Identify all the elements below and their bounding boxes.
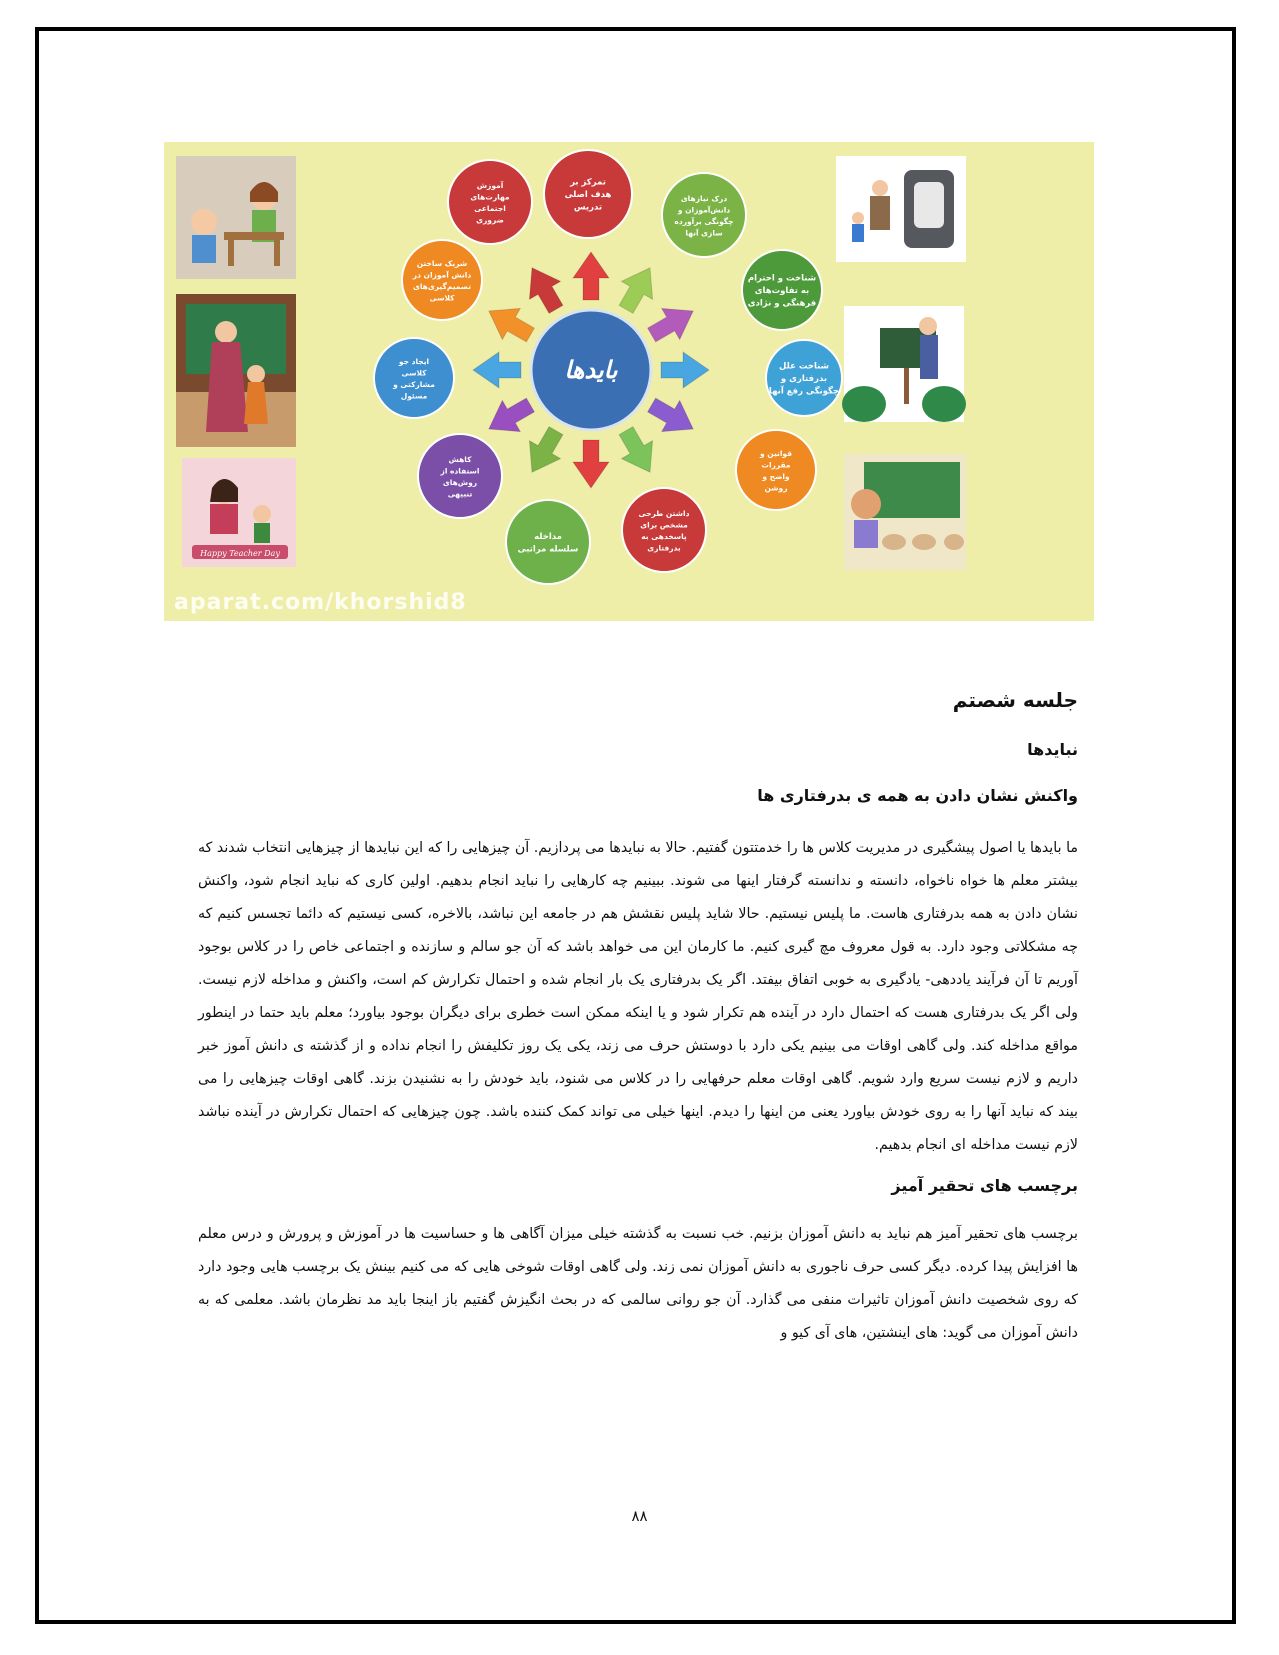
bubble-5: [736, 430, 816, 510]
arrow-shape: [573, 252, 609, 300]
school-logo-illustration: [836, 156, 966, 262]
bubble-circle: [506, 500, 590, 584]
bubble-text-line: شناخت علل: [779, 361, 829, 372]
bubble-text-line: درک نیازهای: [680, 193, 728, 203]
arrow-shape: [573, 440, 609, 488]
arrow-shape: [610, 422, 665, 482]
bubble-text-line: تمرکز بر: [570, 177, 606, 188]
bubble-circle: [736, 430, 816, 510]
bubble-text-line: روش‌های: [442, 477, 478, 487]
watermark-text: aparat.com/khorshid8: [174, 590, 467, 615]
arrow-12: [516, 259, 571, 319]
session-title: جلسه شصتم: [952, 688, 1078, 712]
arrow-shape: [473, 352, 521, 388]
arrow-shape: [516, 259, 571, 319]
arrow-shape: [643, 389, 703, 444]
bubble-circle: [448, 160, 532, 244]
bubble-text-line: اجتماعی: [474, 203, 506, 213]
bubble-text-line: مهارت‌های: [470, 192, 510, 202]
arrow-3: [643, 295, 703, 350]
arrow-shape: [610, 259, 665, 319]
document-body: [198, 688, 1078, 1364]
bubble-circle: [662, 173, 746, 257]
arrow-4: [661, 352, 709, 388]
bubble-text-line: تدریس: [573, 202, 603, 213]
section1-paragraph: ما بایدها یا اصول پیشگیری در مدیریت کلاس ها را خدمتتون گفتیم. حالا به نبایدها می پردازیم. آن چیزهایی را که این نبایدها از چیزهایی انتخاب شدند که بیشتر معلم ها خواه ناخواه، دانسته و ندانسته گرفتار اینها می شوند. ببینیم چه کارهایی را نباید انجام بدهیم. اولین کاری که نباید انجام شود، واکنش نشان دادن به همه بدرفتاری هاست. ما پلیس نیستیم. حالا شاید پلیس نقشش هم در جامعه این نباشد، بالاخره، کسی نیستیم که دائما تجسس کنیم که چه مشکلاتی وجود دارد. به قول معروف مچ گیری کنیم. ما کارمان این می خواهد باشد که آن جو سالم و سازنده و اجتماعی خاص را در کلاس بوجود آوریم تا آن فرآیند یاددهی- یادگیری به خوبی اتفاق بیفتد. اگر یک بدرفتاری یک بار انجام شده و احتمال تکرارش کم است، واکنش و مداخله لازم نیست. ولی اگر یک بدرفتاری هست که احتمال دارد در آینده هم تکرار شود و یا اینکه ممکن است خطری برای دیگران بوجود بیاورد؛ معلم باید حتما در اینطور مواقع مداخله کند. ولی گاهی اوقات می بینیم یکی دارد با دوستش حرف می زند، یکی یک روز تکلیفش را انجام نداده و از گذشته ی دانش آموز خبر داریم و لازم نیست سریع وارد شویم. گاهی اوقات معلم حرفهایی را در کلاس می شنود، باید خودش را به نشنیدن بزند. گاهی اوقات چیزهایی را می بیند که نباید آنها را به روی خودش بیاورد یعنی من اینها را دیدم. اینها خیلی می تواند کمک کننده باشد. چون چیزهایی که احتمال تکرارش در آینده نباشد لازم نیست مداخله ای انجام بدهیم.: [198, 840, 1078, 1153]
bubble-text-line: آموزش: [476, 180, 504, 190]
bubble-text-line: چگونگی رفع آنها: [768, 386, 840, 397]
bubble-text-line: کلاسی: [401, 368, 427, 378]
teacher-desk-illustration: [176, 156, 296, 279]
bubble-text-line: تنبیهی: [447, 489, 473, 499]
happy-teacher-day-illustration: [182, 458, 296, 567]
section1-heading: واکنش نشان دادن به همه ی بدرفتاری ها: [757, 786, 1078, 805]
classroom-cartoon-illustration: [844, 454, 966, 570]
bubble-4: [766, 340, 842, 416]
section2-paragraph: برچسب های تحقیر آمیز هم نباید به دانش آموزان بزنیم. خب نسبت به گذشته خیلی میزان آگاهی ها و حساسیت ها در آموزش و پرورش و درس معلم ها افزایش پیدا کرده. دیگر کسی حرف ناجوری به دانش آموزان نمی زند. ولی گاهی اوقات شوخی هایی که می کنیم بینش یک برچسب هایی وجود دارد که روی شخصیت دانش آموزان تاثیرات منفی می گذارد. آن جو روانی سالمی که در بحث انگیزش گفتیم باز اینجا باید مد نظرمان باشد. معلمی که به دانش آموزان می گوید: های اینشتین، های آی کیو و: [198, 1226, 1078, 1341]
bubble-text-line: داشتن طرحی: [638, 508, 690, 518]
bubble-text-line: تصمیم‌گیری‌های: [412, 281, 472, 291]
arrow-6: [610, 422, 665, 482]
bubble-text-line: استفاده از: [440, 466, 480, 476]
bubble-text-line: دانش آموزان در: [412, 270, 472, 280]
center-circle: [531, 310, 651, 430]
bubble-text-line: هدف اصلی: [564, 190, 612, 200]
arrow-shape: [480, 295, 540, 350]
bubble-7: [506, 500, 590, 584]
bubble-8: [418, 434, 502, 518]
bubble-text-line: کاهش: [448, 454, 472, 464]
arrow-5: [643, 389, 703, 444]
section2-heading: برچسب های تحقیر آمیز: [891, 1176, 1078, 1195]
arrow-shape: [643, 295, 703, 350]
bubble-text-line: چگونگی برآورده: [674, 216, 734, 226]
page-number: ۸۸: [631, 1507, 648, 1525]
arrow-8: [516, 422, 571, 482]
bubble-text-line: سلسله مراتبی: [517, 544, 579, 555]
bubble-text-line: روشن: [764, 483, 788, 493]
arrow-shape: [480, 389, 540, 444]
arrow-shape: [516, 422, 571, 482]
bubble-text-line: به تفاوت‌های: [754, 286, 810, 296]
bubble-circle: [374, 338, 454, 418]
arrow-9: [480, 389, 540, 444]
arrow-11: [480, 295, 540, 350]
bubble-6: [622, 488, 706, 572]
bubble-text-line: شناخت و احترام: [747, 273, 817, 284]
classroom-teacher-illustration: [176, 294, 296, 447]
bubble-text-line: شریک ساختن: [416, 258, 468, 268]
center-label: بایدها: [564, 356, 618, 384]
bubble-text-line: مشخص برای: [640, 520, 688, 530]
bubble-text-line: سازی آنها: [685, 228, 723, 238]
bubble-circle: [622, 488, 706, 572]
bubble-text-line: فرهنگی و نژادی: [747, 298, 817, 309]
bubble-text-line: دانش‌آموزان و: [677, 205, 731, 215]
arrow-2: [610, 259, 665, 319]
bubble-11: [448, 160, 532, 244]
bubble-text-line: پاسخدهی به: [641, 531, 687, 541]
bubble-text-line: مداخله: [534, 531, 562, 542]
infographic-canvas: [164, 142, 1094, 621]
bubble-text-line: مشارکتی و: [393, 379, 435, 389]
bubble-text-line: مقررات: [761, 460, 791, 470]
arrow-shape: [661, 352, 709, 388]
musts-infographic: [164, 142, 1094, 621]
bubble-text-line: ضروری: [476, 215, 504, 225]
bubble-text-line: مسئول: [400, 391, 428, 401]
bubble-text-line: بدرفتاری و: [780, 374, 828, 384]
bubble-text-line: بدرفتاری: [647, 543, 681, 553]
arrow-10: [473, 352, 521, 388]
section-title-donts: نبایدها: [1027, 740, 1078, 759]
bubble-circle: [402, 240, 482, 320]
bubble-text-line: کلاسی: [429, 293, 455, 303]
bubble-1: [544, 150, 632, 238]
bubble-text-line: ایجاد جو: [398, 356, 430, 366]
bubble-3: [742, 250, 822, 330]
bubble-10: [402, 240, 482, 320]
bubble-text-line: واضح و: [762, 471, 790, 481]
arrow-1: [573, 252, 609, 300]
happy-teacher-day-text: Happy Teacher Day: [200, 549, 280, 558]
arrow-7: [573, 440, 609, 488]
bubble-circle: [418, 434, 502, 518]
bubble-text-line: قوانین و: [759, 448, 793, 458]
teacher-blackboard-illustration: [842, 306, 966, 422]
bubble-9: [374, 338, 454, 418]
bubble-2: [662, 173, 746, 257]
